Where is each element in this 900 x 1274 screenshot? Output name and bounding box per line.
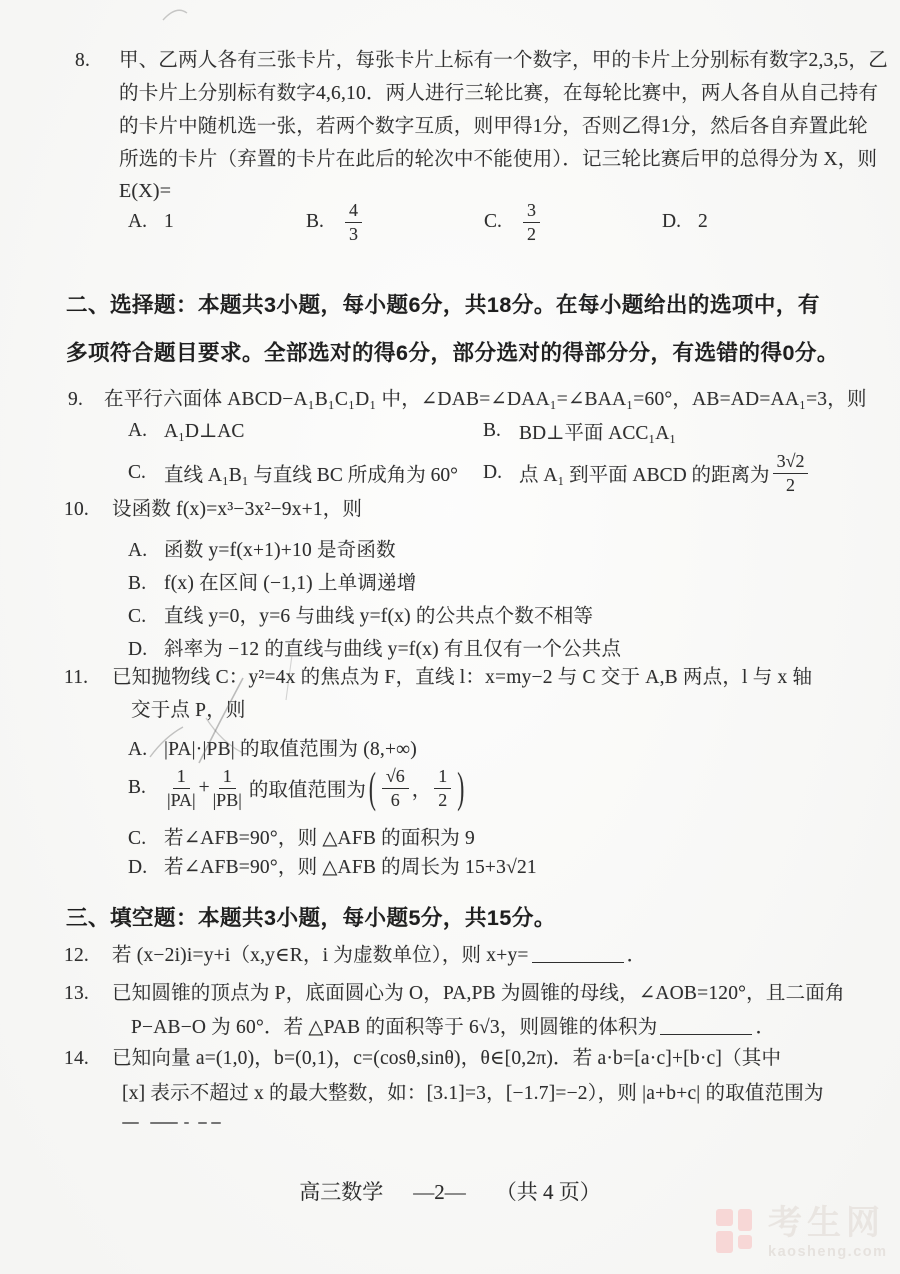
section-3-heading: 三、填空题：本题共3小题，每小题5分，共15分。 xyxy=(66,906,556,930)
question-8-line-3: 的卡片中随机选一张，若两个数字互质，则甲得1分，否则乙得1分，然后各自弃置此轮 xyxy=(119,116,868,137)
q8-option-d-value: 2 xyxy=(698,211,708,232)
q11-b-comma: ， xyxy=(411,780,432,801)
question-14-line-1 xyxy=(64,1044,781,1074)
q10-option-d xyxy=(128,635,621,665)
page-footer xyxy=(0,1176,900,1206)
q9-option-b-value: BD⊥平面 ACC₁A₁ xyxy=(519,423,677,444)
q8-option-d xyxy=(662,196,708,248)
question-9-line-1 xyxy=(68,385,867,415)
question-13-text-2: P−AB−O 为 60°．若 △PAB 的面积等于 6√3，则圆锥的体积为 xyxy=(131,1017,658,1038)
watermark-text-block xyxy=(768,1203,888,1261)
q11-b-plus: + xyxy=(198,777,210,798)
question-8-expectation: E(X)= xyxy=(119,180,172,202)
q9-option-d-text: 点 A₁ 到平面 ABCD 的距离为 xyxy=(519,465,770,486)
q10-option-c xyxy=(128,602,593,632)
q11-b-text: 的取值范围为 xyxy=(248,780,366,801)
q10-option-a xyxy=(128,536,396,566)
watermark-site-name: 考生网 xyxy=(768,1204,885,1242)
q13-answer-blank xyxy=(660,1015,752,1035)
question-11-line-2: 交于点 P，则 xyxy=(131,700,246,721)
q11-option-b-label: B. xyxy=(128,777,146,798)
question-14-number: 14. xyxy=(64,1048,89,1069)
footer-course-title: 高三数学 xyxy=(299,1180,384,1204)
question-14-text: 已知向量 a=(1,0)，b=(0,1)，c=(cosθ,sinθ)，θ∈[0,2π)．若 a·b=[a·c]+[b·c]（其中 xyxy=(112,1048,782,1069)
q11-option-c-value: 若∠AFB=90°，则 △AFB 的面积为 9 xyxy=(164,828,475,849)
q11-b-fraction-4: $\frac{1}{2}$ xyxy=(434,766,451,810)
question-10-line-1 xyxy=(64,495,362,525)
q10-option-b-value: f(x) 在区间 (−1,1) 上单调递增 xyxy=(164,573,417,594)
question-13-number: 13. xyxy=(64,983,89,1004)
question-8-text: 甲、乙两人各有三张卡片，每张卡片上标有一个数字，甲的卡片上分别标有数字2,3,5，乙 xyxy=(119,50,888,71)
q8-option-a xyxy=(128,196,174,248)
q10-option-c-label: C. xyxy=(128,606,147,627)
question-13-line-1 xyxy=(64,979,845,1009)
question-13-text: 已知圆锥的顶点为 P，底面圆心为 O，PA,PB 为圆锥的母线，∠AOB=120°，且二面角 xyxy=(112,983,845,1004)
q11-b-fraction-3: $\frac{√6}{6}$ xyxy=(382,766,409,810)
q11-option-c xyxy=(128,824,475,854)
q8-option-b-label: B. xyxy=(306,211,324,232)
q10-option-a-value: 函数 y=f(x+1)+10 是奇函数 xyxy=(164,540,396,561)
q11-b-fraction-2: $\frac{1}{|PB|}$ xyxy=(212,765,242,810)
q11-option-c-label: C. xyxy=(128,828,147,849)
q11-option-b xyxy=(128,757,467,819)
footer-total-pages: （共 4 页） xyxy=(495,1180,601,1204)
q10-option-b xyxy=(128,569,416,599)
question-10-number: 10. xyxy=(64,499,89,520)
question-11-number: 11. xyxy=(64,667,89,688)
q11-option-d-value: 若∠AFB=90°，则 △AFB 的周长为 15+3√21 xyxy=(164,857,537,878)
kaosheng-logo-icon xyxy=(716,1209,756,1257)
q11-option-a-label: A. xyxy=(128,739,148,760)
q9-option-a-value: A₁D⊥AC xyxy=(164,421,245,442)
question-8-number: 8. xyxy=(75,50,91,71)
question-11-text: 已知抛物线 C：y²=4x 的焦点为 F，直线 l：x=my−2 与 C 交于 A,B 两点，l 与 x 轴 xyxy=(112,667,813,688)
q9-option-a-label: A. xyxy=(128,420,147,441)
section-2-heading-line-1: 二、选择题：本题共3小题，每小题6分，共18分。在每小题给出的选项中，有 xyxy=(66,293,820,317)
q8-option-c xyxy=(484,196,543,248)
q13-period: ． xyxy=(755,1017,776,1038)
q10-option-c-value: 直线 y=0，y=6 与曲线 y=f(x) 的公共点个数不相等 xyxy=(164,606,594,627)
section-2-heading-line-2: 多项符合题目要求。全部选对的得6分，部分选对的得部分分，有选错的得0分。 xyxy=(66,341,839,365)
q8-option-c-fraction: $\frac{3}{2}$ xyxy=(523,200,540,244)
q12-period: ． xyxy=(626,945,647,966)
question-9-number: 9. xyxy=(68,389,84,410)
footer-page-number: —2— xyxy=(413,1180,466,1204)
q10-option-d-value: 斜率为 −12 的直线与曲线 y=f(x) 有且仅有一个公共点 xyxy=(164,639,622,660)
watermark-site-domain: kaosheng.com xyxy=(768,1244,888,1260)
q11-b-left-paren: ( xyxy=(368,762,376,812)
question-12-number: 12. xyxy=(64,945,89,966)
q11-b-fraction-1: $\frac{1}{|PA|}$ xyxy=(167,765,196,810)
q8-option-a-label: A. xyxy=(128,211,147,232)
q9-option-d xyxy=(483,443,811,503)
q9-option-d-fraction: $\frac{3√2}{2}$ xyxy=(773,451,809,495)
question-9-text: 在平行六面体 ABCD−A₁B₁C₁D₁ 中，∠DAB=∠DAA₁=∠BAA₁=60°，AB=AD=AA₁=3，则 xyxy=(104,389,867,410)
q11-option-d-label: D. xyxy=(128,857,148,878)
q9-option-d-label: D. xyxy=(483,462,502,483)
q10-option-b-label: B. xyxy=(128,573,147,594)
question-12-text: 若 (x−2i)i=y+i（x,y∈R，i 为虚数单位），则 x+y= xyxy=(112,945,529,966)
q8-option-b xyxy=(306,196,365,248)
q10-option-a-label: A. xyxy=(128,540,148,561)
q11-option-d xyxy=(128,853,537,883)
q12-answer-blank xyxy=(532,943,624,963)
kaosheng-watermark xyxy=(716,1203,896,1267)
question-8-line-2: 的卡片上分别标有数字4,6,10．两人进行三轮比赛，在每轮比赛中，两人各自从自己持有 xyxy=(119,83,879,104)
q11-option-a-value: |PA|·|PB| 的取值范围为 (8,+∞) xyxy=(164,739,417,760)
question-8-line-1 xyxy=(75,46,888,76)
q8-option-b-fraction: $\frac{4}{3}$ xyxy=(345,200,362,244)
q8-option-d-label: D. xyxy=(662,211,681,232)
q10-option-d-label: D. xyxy=(128,639,148,660)
q8-option-a-value: 1 xyxy=(164,211,174,232)
q9-option-c-value: 直线 A₁B₁ 与直线 BC 所成角为 60° xyxy=(164,465,458,486)
question-13-line-2 xyxy=(131,1013,775,1043)
q8-option-c-label: C. xyxy=(484,211,502,232)
question-14-line-2: [x] 表示不超过 x 的最大整数，如：[3.1]=3，[−1.7]=−2），则 |a+b+c| 的取值范围为 xyxy=(122,1083,824,1104)
q9-option-c xyxy=(128,443,458,503)
question-12-line xyxy=(64,941,646,971)
q11-b-right-paren: ) xyxy=(457,762,465,812)
question-11-line-1 xyxy=(64,663,812,693)
question-8-line-4: 所选的卡片（弃置的卡片在此后的轮次中不能使用）．记三轮比赛后甲的总得分为 X，则 xyxy=(119,149,878,170)
q9-option-c-label: C. xyxy=(128,462,146,483)
question-10-text: 设函数 f(x)=x³−3x²−9x+1，则 xyxy=(112,499,363,520)
q9-option-b-label: B. xyxy=(483,420,501,441)
